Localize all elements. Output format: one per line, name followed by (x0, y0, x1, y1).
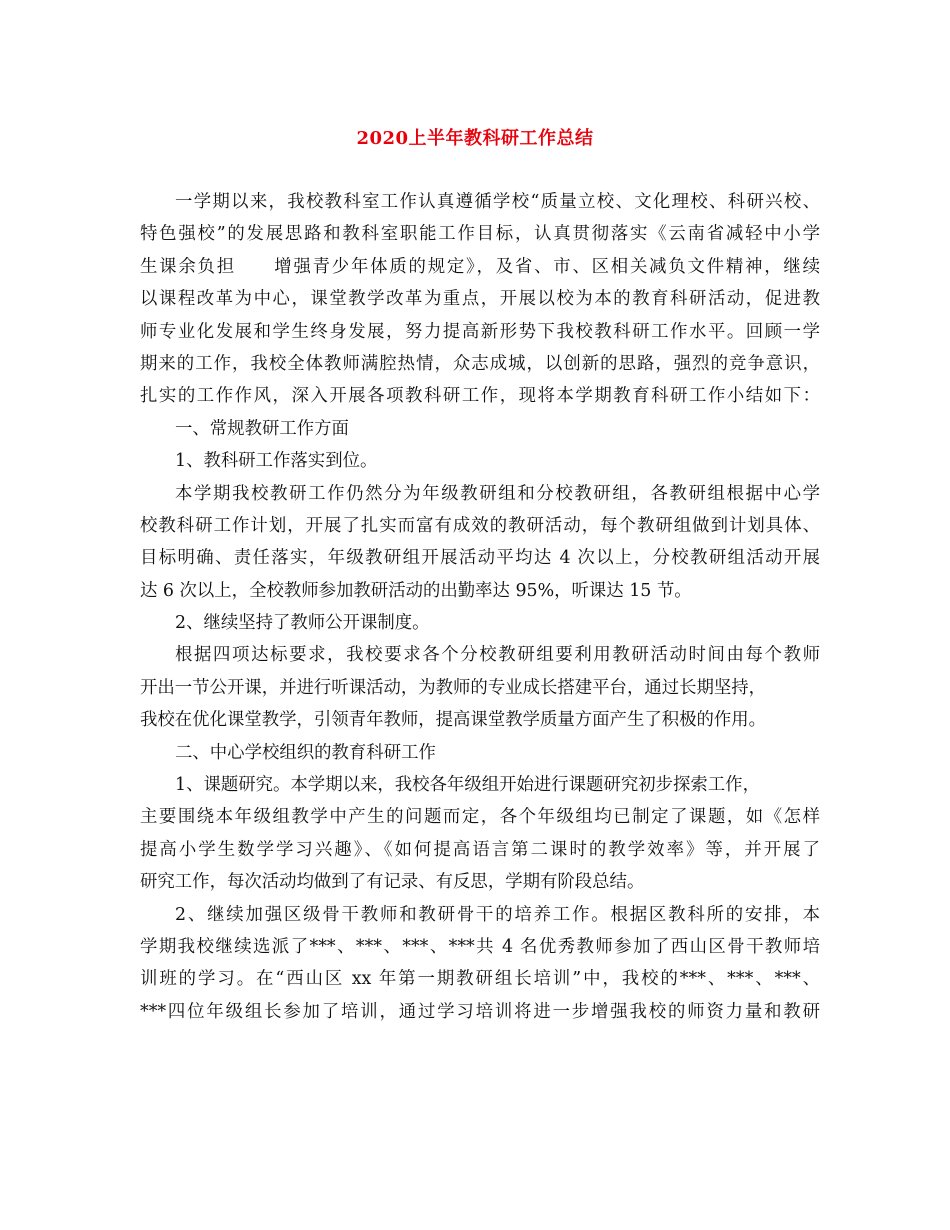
text-line: 一、常规教研工作方面 (175, 418, 349, 439)
text-line: 2、继续坚持了教师公开课制度。 (175, 613, 430, 634)
text-line: 一学期以来，我校教科室工作认真遵循学校“质量立校、文化理校、科研兴校、 (175, 192, 820, 212)
text-line: 训班的学习。在“西山区 xx 年第一期教研组长培训”中，我校的***、***、***、 (140, 969, 820, 990)
text-line: 本学期我校教研工作仍然分为年级教研组和分校教研组，各教研组根据中心学 (175, 483, 820, 504)
text-line: 学期我校继续选派了***、***、***、***共 4 名优秀教师参加了西山区骨干教师培 (140, 936, 820, 957)
text-line: 根据四项达标要求，我校要求各个分校教研组要利用教研活动时间由每个教师 (175, 645, 820, 666)
text-line: ***四位年级组长参加了培训，通过学习培训将进一步增强我校的师资力量和教研 (140, 1001, 820, 1022)
document-body (140, 186, 820, 1028)
text-line: 主要围绕本年级组教学中产生的问题而定，各个年级组均已制定了课题，如《怎样 (140, 807, 820, 828)
text-line: 研究工作，每次活动均做到了有记录、有反思，学期有阶段总结。 (140, 872, 645, 893)
text-line: 1、课题研究。本学期以来，我校各年级组开始进行课题研究初步探索工作， (175, 775, 760, 796)
text-line: 以课程改革为中心，课堂教学改革为重点，开展以校为本的教育科研活动，促进教 (140, 289, 820, 310)
text-line: 开出一节公开课，并进行听课活动，为教师的专业成长搭建平台，通过长期坚持， (140, 677, 767, 698)
document-title: 2020上半年教科研工作总结 (356, 128, 594, 149)
text-line: 达 6 次以上，全校教师参加教研活动的出勤率达 95%，听课达 15 节。 (140, 580, 692, 601)
text-line: 1、教科研工作落实到位。 (175, 451, 378, 472)
text-line: 师专业化发展和学生终身发展，努力提高新形势下我校教科研工作水平。回顾一学 (140, 321, 820, 342)
text-line: 二、中心学校组织的教育科研工作 (175, 742, 436, 763)
text-line: 校教科研工作计划，开展了扎实而富有成效的教研活动，每个教研组做到计划具体、 (140, 515, 820, 536)
text-line: 扎实的工作作风，深入开展各项教科研工作，现将本学期教育科研工作小结如下： (140, 386, 820, 407)
text-line: 生课余负担 增强青少年体质的规定》，及省、市、区相关减负文件精神，继续 (140, 256, 820, 277)
text-line: 2、继续加强区级骨干教师和教研骨干的培养工作。根据区教科所的安排，本 (175, 904, 820, 925)
text-line: 目标明确、责任落实，年级教研组开展活动平均达 4 次以上，分校教研组活动开展 (140, 548, 820, 569)
text-line: 提高小学生数学学习兴趣》、《如何提高语言第二课时的教学效率》等，并开展了 (140, 839, 820, 860)
text-line: 特色强校”的发展思路和教科室职能工作目标，认真贯彻落实《云南省减轻中小学 (140, 224, 820, 245)
text-line: 期来的工作，我校全体教师满腔热情，众志成城，以创新的思路，强烈的竞争意识， (140, 353, 820, 374)
text-line: 我校在优化课堂教学，引领青年教师，提高课堂教学质量方面产生了积极的作用。 (140, 710, 767, 731)
